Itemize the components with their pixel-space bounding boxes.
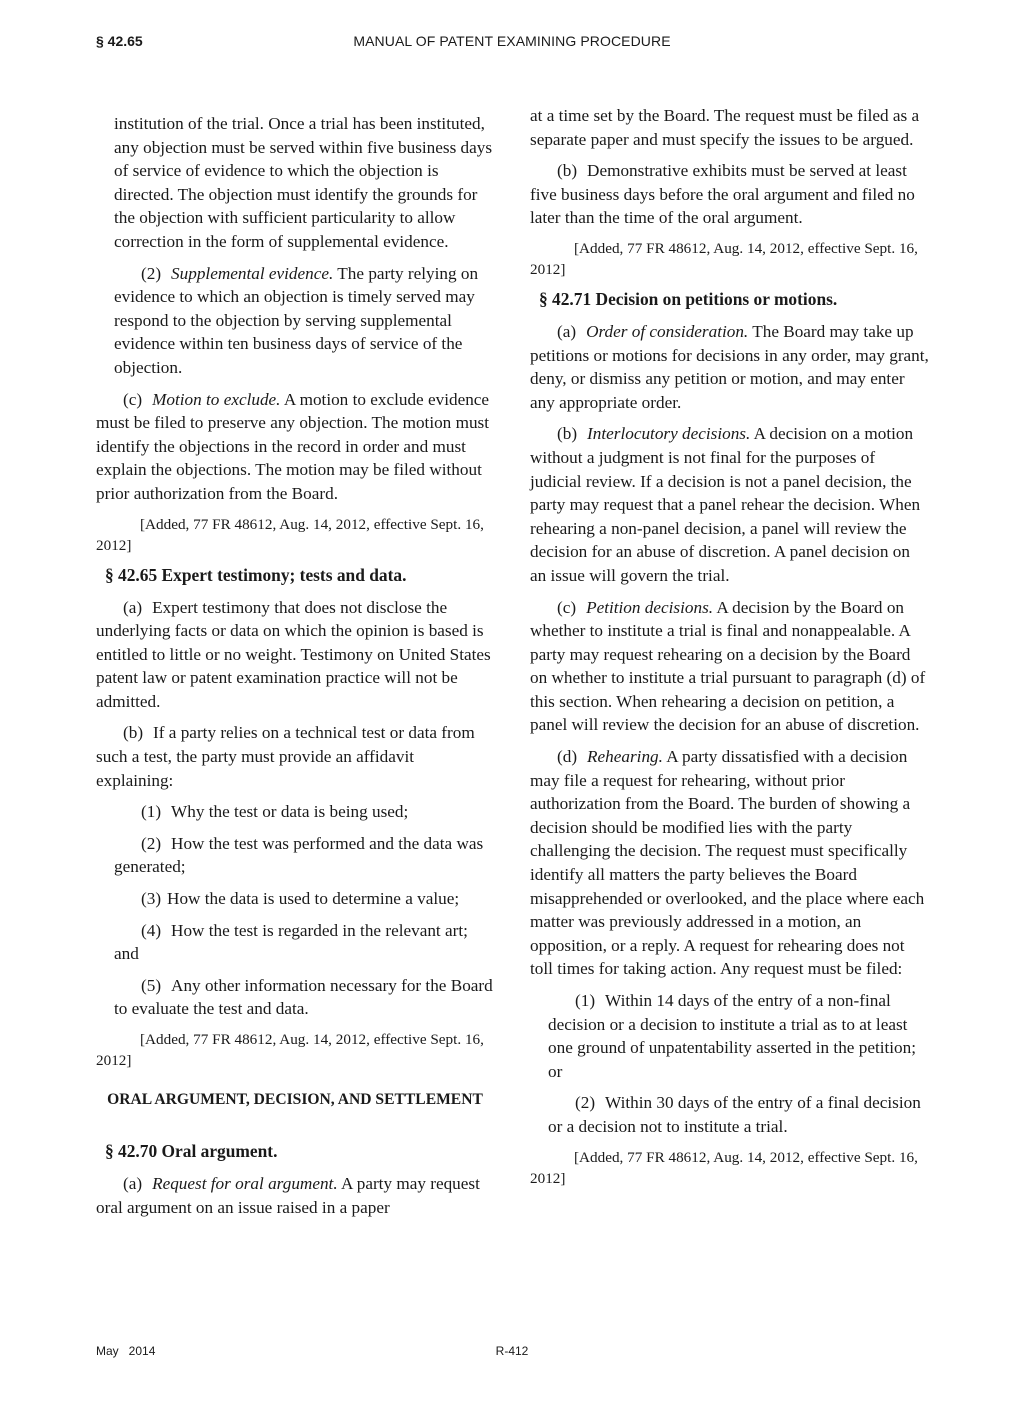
paragraph-label: (b) — [557, 161, 578, 181]
paragraph-label: (c) — [123, 389, 143, 409]
paragraph-interlocutory-decisions — [530, 422, 930, 587]
paragraph-text: A party may request oral argument on an issue raised in a paper — [96, 1174, 480, 1217]
footer-date: May 2014 — [96, 1344, 156, 1358]
paragraph-order-of-consideration — [530, 320, 930, 414]
continued-paragraph: at a time set by the Board. The request must be filed as a separate paper and must specify the issues to be argued. — [530, 106, 920, 149]
paragraph-label: (1) — [575, 991, 596, 1010]
paragraph-title: Request for oral argument. — [152, 1174, 338, 1193]
left-column — [96, 112, 494, 1227]
paragraph-text: Demonstrative exhibits must be served at least five business days before the oral argument and filed no later than the time of the oral argument. — [530, 161, 915, 228]
section-heading-42-70: § 42.70 Oral argument. — [105, 1141, 278, 1161]
paragraph-text: Within 30 days of the entry of a final decision or a decision not to institute a trial. — [548, 1093, 921, 1136]
section-heading-42-65: § 42.65 Expert testimony; tests and data. — [105, 564, 407, 585]
paragraph-label: (1) — [141, 802, 162, 822]
paragraph-label: (c) — [557, 597, 577, 617]
paragraph-label: (2) — [141, 263, 162, 283]
paragraph-text: Expert testimony that does not disclose the underlying facts or data on which the opinion is based is entitled to little or no weight. Testimony on United States patent law or patent examination practice will not be admitted. — [96, 597, 491, 711]
paragraph-text: A motion to exclude evidence must be filed to preserve any objection. The motion must identify the objections in the record in order and must explain the objections. The motion may be filed without prior authorization from the Board. — [96, 389, 490, 503]
paragraph-rehearing — [530, 745, 930, 981]
header-manual-title: MANUAL OF PATENT EXAMINING PROCEDURE — [353, 33, 671, 49]
paragraph-text: Within 14 days of the entry of a non-final decision or a decision to institute a trial as to at least one ground of unpatentability asserted in the petition; or — [548, 991, 917, 1081]
list-item — [96, 887, 494, 911]
paragraph-text: A decision by the Board on whether to institute a trial is final and nonappealable. A party may request rehearing on a decision by the Board on whether to institute a trial pursuant to paragraph (d) of this section. When rehearing a decision on petition, a panel will review the decision for an abuse of discretion. — [530, 597, 926, 735]
paragraph-label: (a) — [123, 1174, 143, 1193]
continued-paragraph: institution of the trial. Once a trial has been instituted, any objection must be served within five business days of service of evidence to which the objection is directed. The objection must identify the grounds for the objection with sufficient particularity to allow correction in the form of supplemental evidence. — [114, 114, 493, 251]
paragraph-title: Order of consideration. — [586, 321, 749, 341]
paragraph-label: (4) — [141, 920, 162, 940]
paragraph-title: Motion to exclude. — [152, 389, 281, 409]
paragraph-label: (5) — [141, 975, 162, 995]
paragraph-technical-test — [96, 721, 494, 792]
list-item — [96, 800, 494, 824]
paragraph-request-oral-argument — [96, 1172, 494, 1219]
paragraph-text: The party relying on evidence to which an objection is timely served may respond to the objection by serving supplemental evidence within ten business days of service of the objection. — [114, 263, 479, 377]
section-heading-42-71: § 42.71 Decision on petitions or motions. — [539, 288, 838, 309]
list-item — [530, 989, 930, 1083]
paragraph-text: A decision on a motion without a judgment is not final for the purposes of judicial review. If a decision is not a panel decision, the party may request that a panel rehear the decision. When rehearing a non-panel decision, a panel will review the decision for an abuse of discretion. A panel decision on an issue will govern the trial. — [530, 424, 921, 585]
paragraph-label: (2) — [141, 833, 162, 853]
list-item — [530, 1091, 930, 1138]
paragraph-text: If a party relies on a technical test or data from such a test, the party must provide an affidavit explaining: — [96, 723, 475, 790]
paragraph-text: A party dissatisfied with a decision may file a request for rehearing, without prior authorization from the Board. The burden of showing a decision should be modified lies with the party challenging the decision. The request must specifically identify all matters the party believes the Board misapprehended or overlooked, and the place where each matter was previously addressed in a motion, an opposition, or a reply. A request for rehearing does not toll times for taking action. Any request must be filed: — [530, 747, 925, 979]
paragraph-title: Interlocutory decisions. — [587, 424, 751, 444]
amendment-note: [Added, 77 FR 48612, Aug. 14, 2012, effective Sept. 16, 2012] — [96, 515, 484, 554]
paragraph-label: (b) — [123, 723, 144, 743]
amendment-note: [Added, 77 FR 48612, Aug. 14, 2012, effective Sept. 16, 2012] — [530, 1148, 918, 1187]
header-section-number: § 42.65 — [96, 33, 143, 49]
paragraph-label: (a) — [557, 321, 577, 341]
paragraph-label: (2) — [575, 1093, 596, 1113]
amendment-note: [Added, 77 FR 48612, Aug. 14, 2012, effective Sept. 16, 2012] — [96, 1031, 484, 1069]
footer-page-number: R-412 — [495, 1344, 529, 1358]
amendment-note: [Added, 77 FR 48612, Aug. 14, 2012, effective Sept. 16, 2012] — [530, 239, 918, 278]
paragraph-text: How the test was performed and the data was generated; — [114, 833, 484, 877]
paragraph-motion-to-exclude — [96, 388, 494, 506]
paragraph-demonstrative-exhibits — [530, 159, 930, 230]
right-column — [530, 104, 930, 1197]
page-footer — [96, 1344, 928, 1360]
paragraph-label: (b) — [557, 424, 578, 444]
paragraph-title: Petition decisions. — [586, 597, 714, 617]
paragraph-text: The Board may take up petitions or motions for decisions in any order, may grant, deny, or dismiss any petition or motion, and may enter any appropriate order. — [530, 321, 929, 412]
paragraph-title: Rehearing. — [587, 747, 663, 767]
paragraph-petition-decisions — [530, 596, 930, 738]
list-item — [96, 832, 494, 879]
paragraph-text: How the data is used to determine a value; — [167, 889, 460, 909]
paragraph-label: (a) — [123, 597, 143, 617]
paragraph-title: Supplemental evidence. — [171, 263, 334, 283]
paragraph-label: (3) — [141, 889, 162, 909]
list-item — [96, 974, 494, 1021]
paragraph-text: Why the test or data is being used; — [171, 802, 409, 822]
paragraph-text: Any other information necessary for the Board to evaluate the test and data. — [114, 975, 493, 1019]
paragraph-expert-testimony — [96, 596, 494, 714]
paragraph-text: How the test is regarded in the relevant art; and — [114, 920, 468, 964]
paragraph-supplemental-evidence — [96, 262, 494, 380]
group-heading: ORAL ARGUMENT, DECISION, AND SETTLEMENT — [107, 1091, 483, 1108]
list-item — [96, 919, 494, 966]
page-header — [96, 33, 928, 51]
paragraph-label: (d) — [557, 747, 578, 767]
